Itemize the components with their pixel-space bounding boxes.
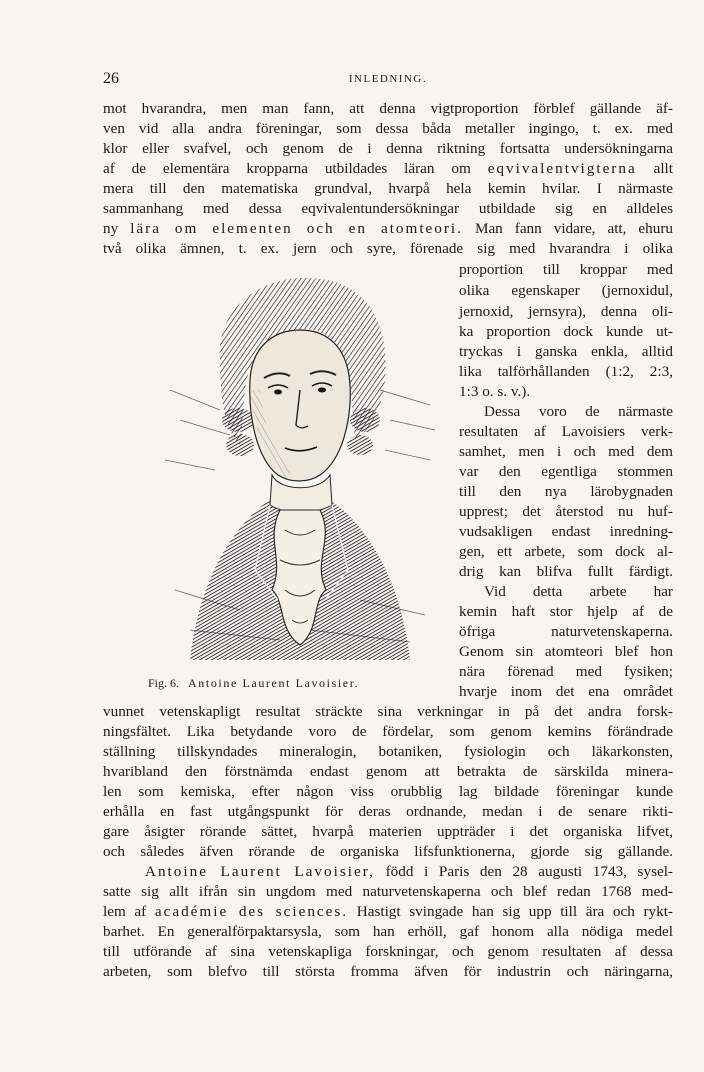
spaced-term: eqvivalentvigterna [487,160,637,177]
text-line: klor eller svafvel, och genom de i denna riktning fortsatta undersökningarna [103,140,673,157]
text-line: nära förenad med fysiken; [459,663,673,680]
text-line: mot hvarandra, men man fann, att denna vigtproportion förblef gällande äf- [103,100,673,117]
text-line: mera till den matematiska grundval, hvarpå hela kemin hvilar. I närmaste [103,180,673,197]
text-line: lika talförhållanden (1:2, 2:3, [459,363,673,380]
text-line: öfriga naturvetenskaperna. [459,623,673,640]
text-line: tryckas i ganska enkla, alltid [459,343,673,360]
text-line: resultaten af Lavoisiers verk- [459,423,673,440]
text-line: kemin haft stor hjelp af de [459,603,673,620]
text-line: Genom sin atomteori blef hon [459,643,673,660]
text-line: var den egentliga stommen [459,463,673,480]
text-line [103,903,673,921]
text-span: Man fann vidare, att, ehuru [462,220,674,237]
text-line: ställning tillskyndades mineralogin, botaniken, fysiologin och läkarkonsten, [103,743,673,760]
text-line: vunnet vetenskapligt resultat sträckte sina verkningar in på det andra forsk- [103,703,673,720]
text-line: gen, ett arbete, som dock al- [459,543,673,560]
running-head: INLEDNING. [348,73,428,85]
text-line: upprest; det återstod nu huf- [459,503,673,520]
text-line [103,220,673,238]
text-line: olika egenskaper (jernoxidul, [459,282,673,299]
text-line [145,863,673,881]
text-line: hvarje inom det ena området [459,683,673,700]
text-line: 1:3 o. s. v.). [459,383,531,400]
text-line [103,160,673,178]
text-span: Hastigt svingade han sig upp till ära och rykt- [348,903,673,920]
text-line: Vid detta arbete har [484,583,673,600]
text-line: och således äfven rörande de organiska lifsfunktionerna, gjorde sig gällande. [103,843,673,860]
text-line: hvaribland den förstnämda endast genom att betrakta de särskilda minera- [103,763,673,780]
text-line: erhålla en fast utgångspunkt för deras ordnande, medan i de senare rikti- [103,803,673,820]
spaced-term: Antoine Laurent Lavoisier, [145,863,375,880]
text-line: arbeten, som blefvo till största fromma äfven för industrin och näringarna, [103,963,673,980]
text-line: två olika ämnen, t. ex. jern och syre, förenade sig med hvarandra i olika [103,240,673,257]
text-line: samhet, men i och med dem [459,443,673,460]
portrait-engraving-icon [160,270,440,670]
text-line: gare åsigter rörande sättet, hvarpå materien uppträder i det organiska lifvet, [103,823,673,840]
text-line: len som kemiska, efter någon viss orubblig lag bildade föreningar kunde [103,783,673,800]
text-span: lem af [103,903,155,920]
figure-label: Fig. 6. [148,676,180,690]
text-span: född i Paris den 28 augusti 1743, sysel- [374,863,673,880]
text-span: allt [636,160,674,177]
page-header [103,70,673,90]
text-span: af de elementära kropparna utbildades läran om [103,160,488,177]
text-line: jernoxid, jernsyra), denna oli- [459,303,673,320]
text-line: proportion till kroppar med [459,261,673,278]
figure-title: Antoine Laurent Lavoisier. [188,676,360,690]
lavoisier-portrait [160,270,440,670]
text-line: drig kan blifva fullt färdigt. [459,563,673,580]
text-line: ningsfältet. Lika betydande voro de fördelar, som genom kemins förändrade [103,723,673,740]
text-line: satte sig allt ifrån sin ungdom med naturvetenskaperna och blef redan 1768 med- [103,883,673,900]
text-line: ven vid alla andra föreningar, som dessa båda metaller ingingo, t. ex. med [103,120,673,137]
figure-caption [148,676,408,691]
spaced-term: lära om elementen och en atomteori. [130,220,463,237]
text-line: till den nya lärobygnaden [459,483,673,500]
text-line: barhet. En generalförpaktarsysla, som han erhöll, gaf honom alla nödiga medel [103,923,673,940]
text-line: vudsakligen endast inredning- [459,523,673,540]
text-line: sammanhang med dessa eqvivalentundersökningar utbildade sig en alldeles [103,200,673,217]
text-line: ka proportion dock kunde ut- [459,323,673,340]
page-number: 26 [103,70,119,87]
text-span: ny [103,220,131,237]
text-line: till utförande af sina vetenskapliga forskningar, och genom resultaten af dessa [103,943,673,960]
spaced-term: académie des sciences. [154,903,349,920]
text-line: Dessa voro de närmaste [484,403,673,420]
